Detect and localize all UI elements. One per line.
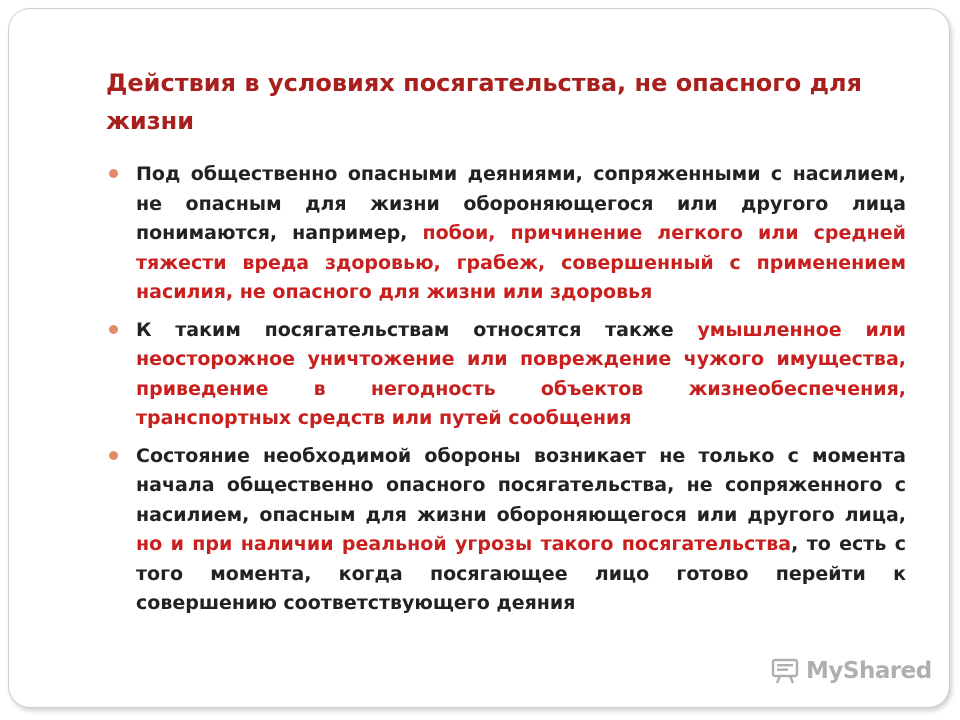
presentation-board-icon: [770, 656, 800, 686]
bullet-item-2: [106, 316, 906, 434]
watermark-text: MyShared: [806, 658, 932, 684]
bullet-dot-icon: [109, 325, 118, 334]
slide-title: Действия в условиях посягательства, не опасного для жизни: [106, 69, 863, 135]
bullet-text-3-highlight: но и при наличии реальной угрозы такого посягательства: [136, 533, 792, 555]
watermark: [770, 656, 932, 686]
bullet-text-2-seg-1: К таким посягательствам относятся также: [136, 318, 698, 341]
bullet-dot-icon: [109, 451, 118, 460]
bullet-text-2-highlight: умышленное или неосторожное уничтожение или повреждение чужого имущества, приведение в негодность объектов жизнеобеспечения, транспортных средств или путей сообщения: [136, 318, 906, 429]
bullet-item-1: [106, 160, 906, 308]
bullet-text-1-seg-1: Под общественно опасными деяниями, сопряженными с насилием, не опасным для жизни обороняющегося или другого лица понимаются, например,: [136, 163, 906, 244]
bullet-list: [106, 160, 906, 627]
bullet-text-3-seg-1: Состояние необходимой обороны возникает не только с момента начала общественно опасного посягательства, не сопряженного с насилием, опасным для жизни обороняющегося или другого лица,: [136, 444, 906, 526]
bullet-dot-icon: [109, 169, 118, 178]
bullet-text-1-highlight: побои, причинение легкого или средней тяжести вреда здоровью, грабеж, совершенный с применением насилия, не опасного для жизни или здоровья: [136, 222, 907, 303]
bullet-text-3-seg-3: , то есть с того момента, когда посягающее лицо готово перейти к совершению соответствующего деяния: [136, 533, 906, 614]
bullet-item-3: [106, 442, 906, 619]
